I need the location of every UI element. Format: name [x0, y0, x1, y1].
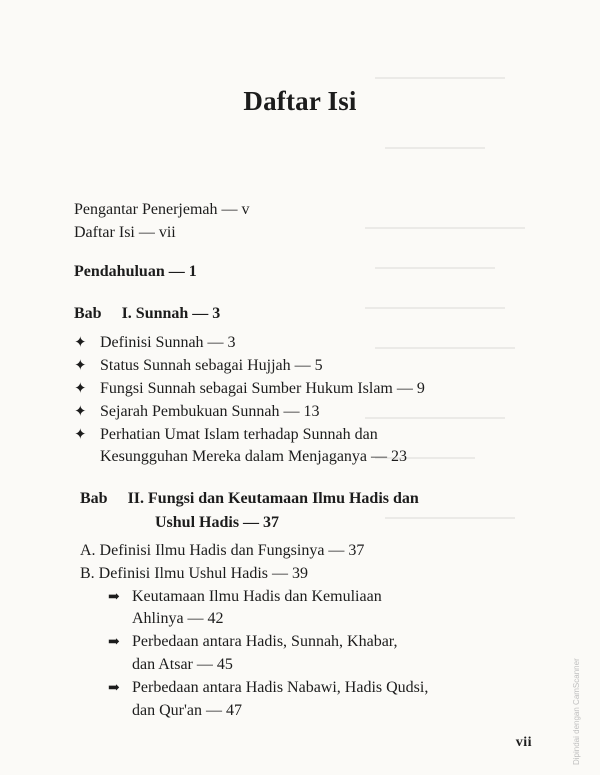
- toc-subitem-text: Keutamaan Ilmu Hadis dan Kemuliaan: [132, 588, 382, 605]
- diamond-star-icon: ✦: [74, 381, 87, 397]
- chapter-label: Bab: [74, 305, 102, 322]
- toc-item-continuation[interactable]: Kesungguhan Mereka dalam Menjaganya — 23: [100, 448, 408, 465]
- toc-subitem[interactable]: [108, 633, 397, 651]
- toc-item[interactable]: [74, 402, 320, 421]
- toc-item[interactable]: [74, 425, 378, 444]
- toc-chapter-2-heading[interactable]: [80, 490, 419, 508]
- diamond-star-icon: ✦: [74, 358, 87, 374]
- scanner-watermark: Dipindai dengan CamScanner: [572, 658, 581, 765]
- toc-subitem[interactable]: [108, 588, 382, 606]
- page-title: Daftar Isi: [243, 86, 357, 116]
- diamond-star-icon: ✦: [74, 335, 87, 351]
- toc-item-text: Definisi Sunnah — 3: [100, 334, 236, 351]
- toc-subitem[interactable]: [108, 679, 428, 697]
- right-arrow-icon: ➡: [108, 590, 120, 605]
- toc-subitem-continuation[interactable]: dan Atsar — 45: [132, 656, 233, 673]
- toc-entry-pengantar[interactable]: Pengantar Penerjemah — v: [74, 201, 250, 218]
- diamond-star-icon: ✦: [74, 427, 87, 443]
- toc-entry-pendahuluan[interactable]: Pendahuluan — 1: [74, 263, 197, 280]
- toc-subitem-continuation[interactable]: dan Qur'an — 47: [132, 702, 242, 719]
- toc-chapter-2-heading-continuation[interactable]: Ushul Hadis — 37: [155, 514, 280, 531]
- toc-subitem-continuation[interactable]: Ahlinya — 42: [132, 610, 224, 627]
- toc-subitem-text: Perbedaan antara Hadis Nabawi, Hadis Qudsi,: [132, 679, 429, 696]
- toc-item[interactable]: [74, 356, 323, 375]
- toc-item[interactable]: [74, 333, 236, 352]
- toc-item-text: Perhatian Umat Islam terhadap Sunnah dan: [100, 426, 378, 443]
- toc-item[interactable]: [74, 379, 425, 398]
- page-number: vii: [515, 735, 532, 750]
- chapter-title: II. Fungsi dan Keutamaan Ilmu Hadis dan: [127, 490, 419, 507]
- toc-item-text: Sejarah Pembukuan Sunnah — 13: [100, 403, 320, 420]
- toc-entry-daftar-isi[interactable]: Daftar Isi — vii: [74, 224, 176, 241]
- right-arrow-icon: ➡: [108, 635, 120, 650]
- toc-chapter-1-heading[interactable]: [74, 305, 220, 323]
- right-arrow-icon: ➡: [108, 681, 120, 696]
- toc-section-a[interactable]: A. Definisi Ilmu Hadis dan Fungsinya — 37: [80, 542, 365, 559]
- diamond-star-icon: ✦: [74, 404, 87, 420]
- toc-section-b[interactable]: B. Definisi Ilmu Ushul Hadis — 39: [80, 565, 308, 582]
- chapter-title: I. Sunnah — 3: [121, 305, 221, 322]
- chapter-label: Bab: [80, 490, 108, 507]
- toc-item-text: Fungsi Sunnah sebagai Sumber Hukum Islam — 9: [100, 380, 425, 397]
- toc-subitem-text: Perbedaan antara Hadis, Sunnah, Khabar,: [132, 633, 398, 650]
- toc-item-text: Status Sunnah sebagai Hujjah — 5: [100, 357, 323, 374]
